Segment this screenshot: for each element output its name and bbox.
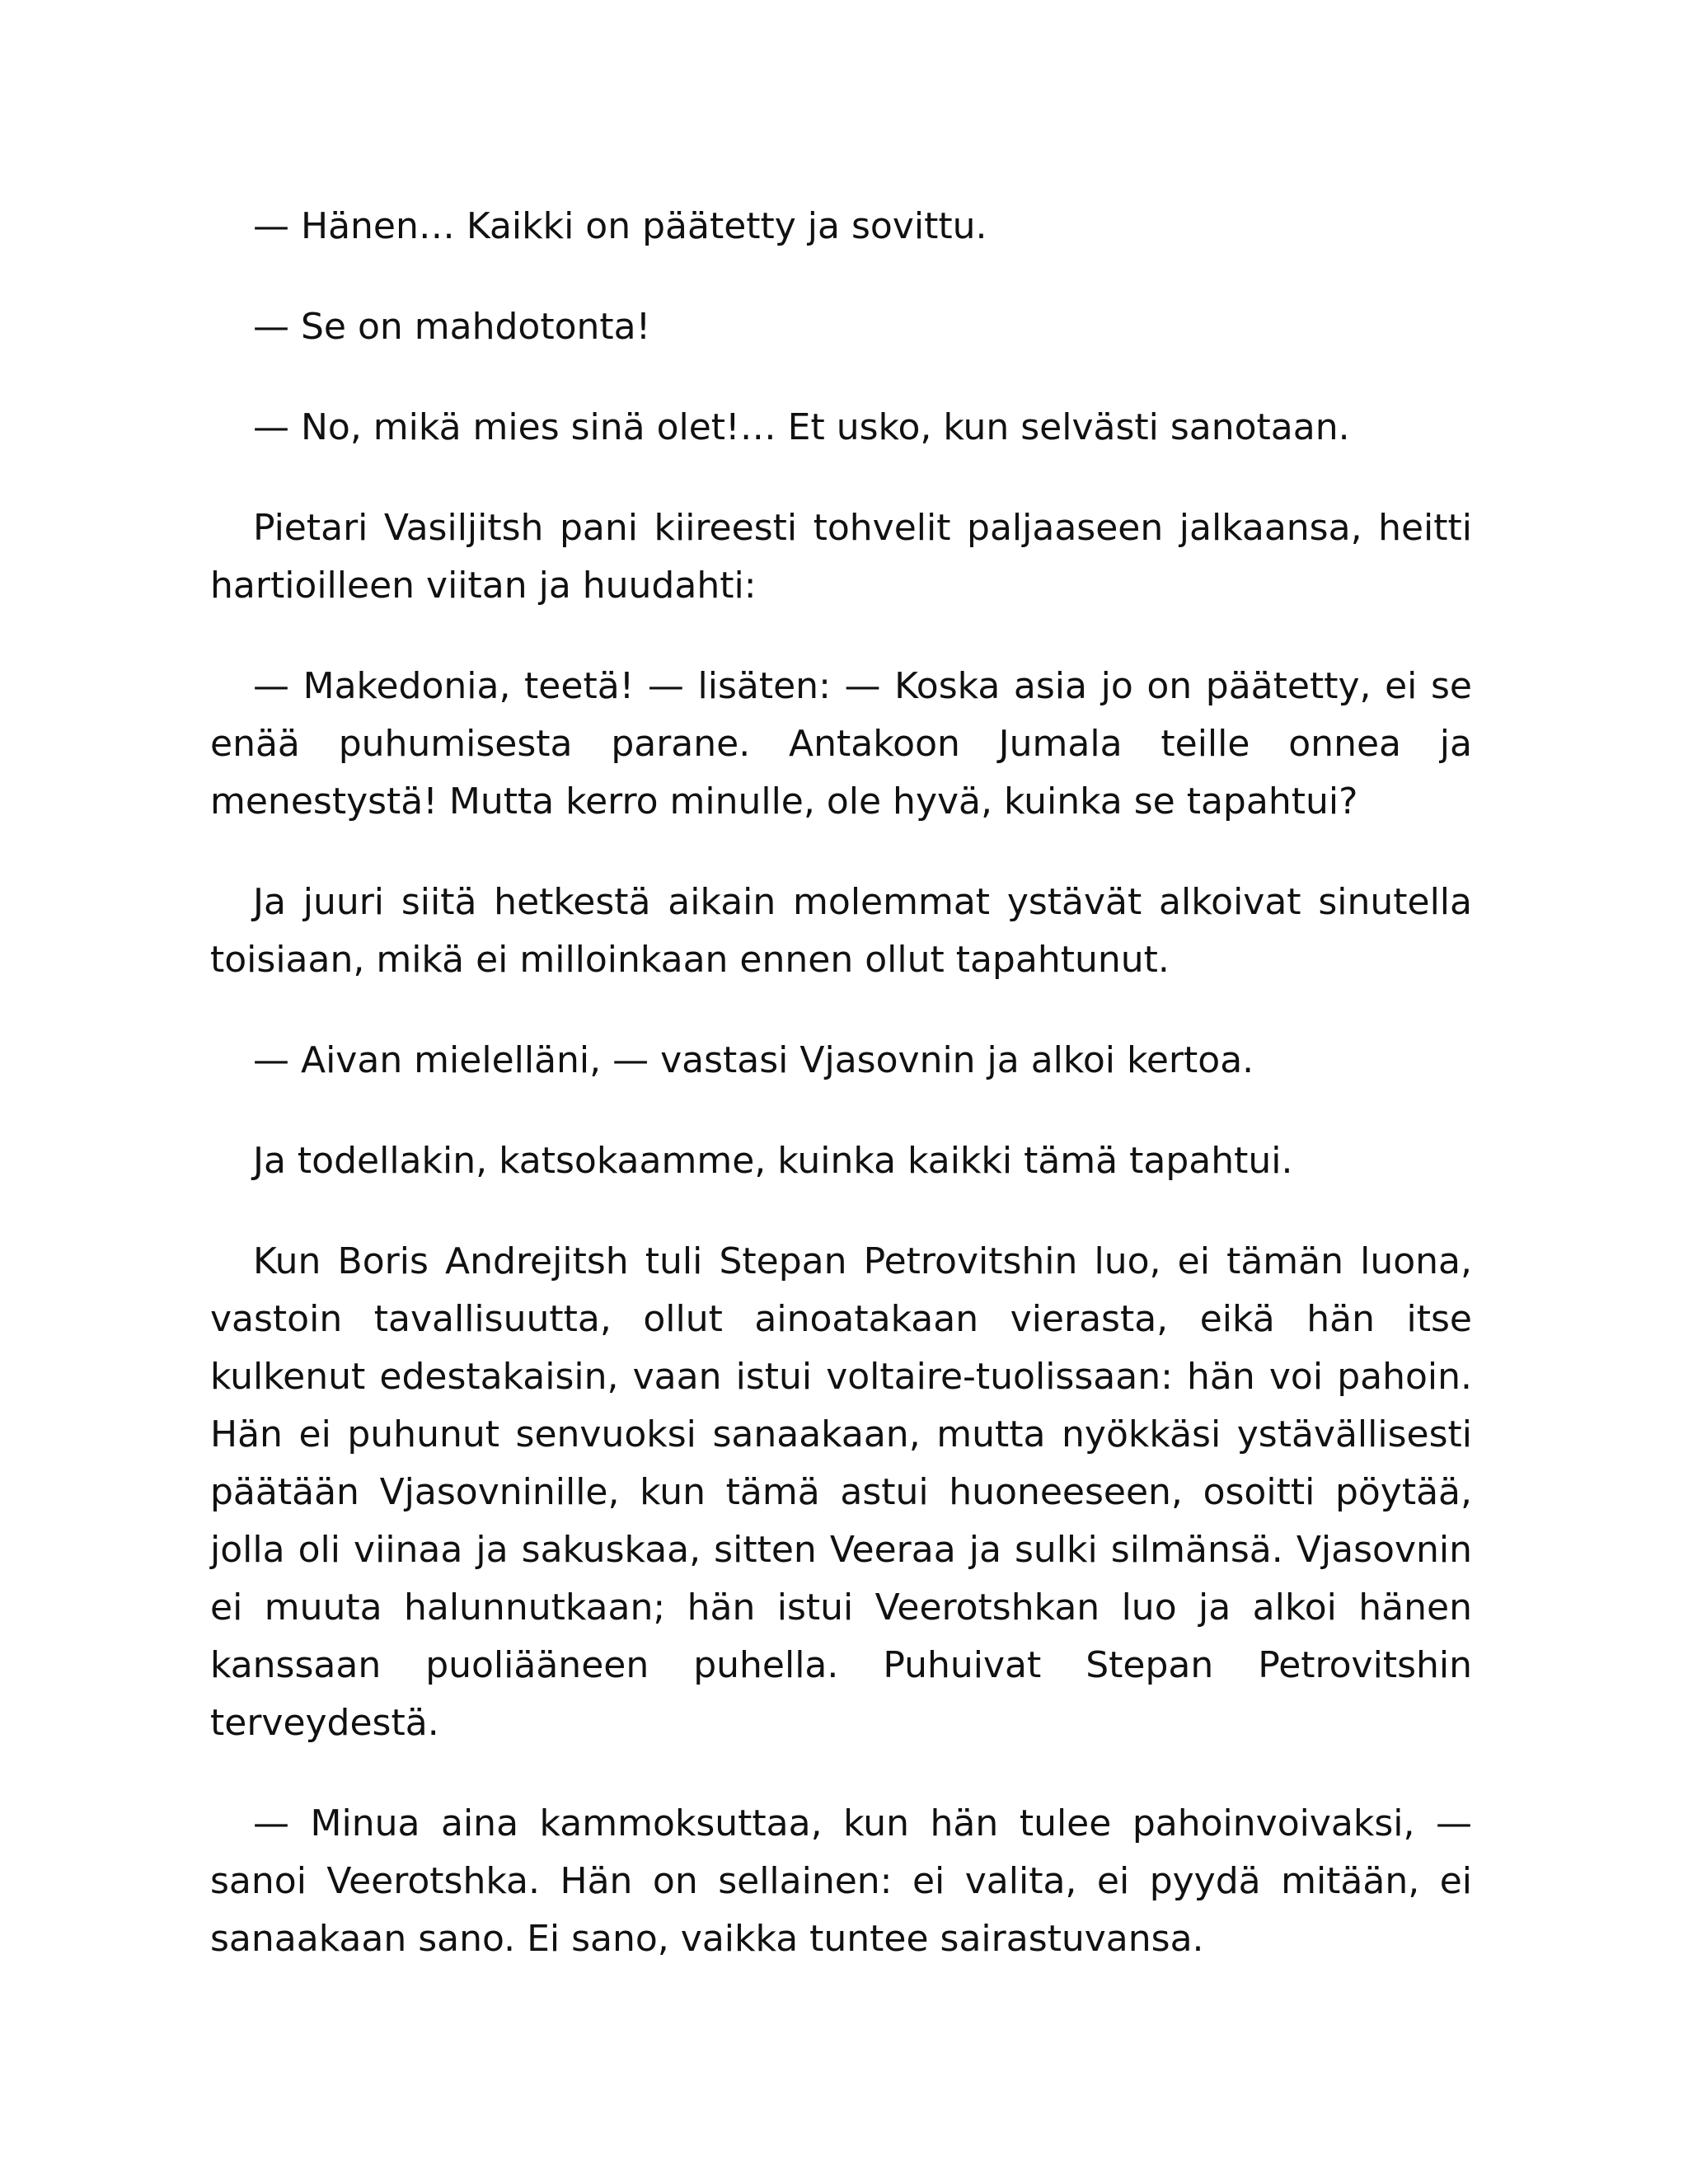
body-text (210, 198, 1472, 1968)
narrative-paragraph: Ja juuri siitä hetkestä aikain molemmat ystävät alkoivat sinutella toisiaan, mikä ei milloinkaan ennen ollut tapahtunut. (210, 881, 1472, 981)
narrative-paragraph: Pietari Vasiljitsh pani kiireesti tohvelit paljaaseen jalkaansa, heitti hartioilleen viitan ja huudahti: (210, 507, 1472, 607)
dialogue-paragraph: — Se on mahdotonta! (253, 306, 651, 348)
dialogue-paragraph: — Hänen… Kaikki on päätetty ja sovittu. (253, 205, 987, 247)
dialogue-paragraph: — No, mikä mies sinä olet!… Et usko, kun selvästi sanotaan. (253, 406, 1350, 448)
narrative-paragraph: Ja todellakin, katsokaamme, kuinka kaikki tämä tapahtui. (253, 1140, 1293, 1182)
narrative-paragraph: Kun Boris Andrejitsh tuli Stepan Petrovitshin luo, ei tämän luona, vastoin tavallisuutta, ollut ainoatakaan vierasta, eikä hän itse kulkenut edestakaisin, vaan istui voltaire-tuolissaan: hän voi pahoin. Hän ei puhunut senvuoksi sanaakaan, mutta nyökkäsi ystävällisesti päätään Vjasovninille, kun tämä astui huoneeseen, osoitti pöytää, jolla oli viinaa ja sakuskaa, sitten Veeraa ja sulki silmänsä. Vjasovnin ei muuta halunnutkaan; hän istui Veerotshkan luo ja alkoi hänen kanssaan puoliääneen puhella. Puhuivat Stepan Petrovitshin terveydestä. (210, 1240, 1472, 1744)
dialogue-paragraph: — Minua aina kammoksuttaa, kun hän tulee pahoinvoivaksi, — sanoi Veerotshka. Hän on sellainen: ei valita, ei pyydä mitään, ei sanaakaan sano. Ei sano, vaikka tuntee sairastuvansa. (210, 1802, 1472, 1960)
dialogue-paragraph: — Makedonia, teetä! — lisäten: — Koska asia jo on päätetty, ei se enää puhumisesta parane. Antakoon Jumala teille onnea ja menestystä! Mutta kerro minulle, ole hyvä, kuinka se tapahtui? (210, 665, 1472, 823)
dialogue-paragraph: — Aivan mielelläni, — vastasi Vjasovnin ja alkoi kertoa. (253, 1039, 1254, 1081)
